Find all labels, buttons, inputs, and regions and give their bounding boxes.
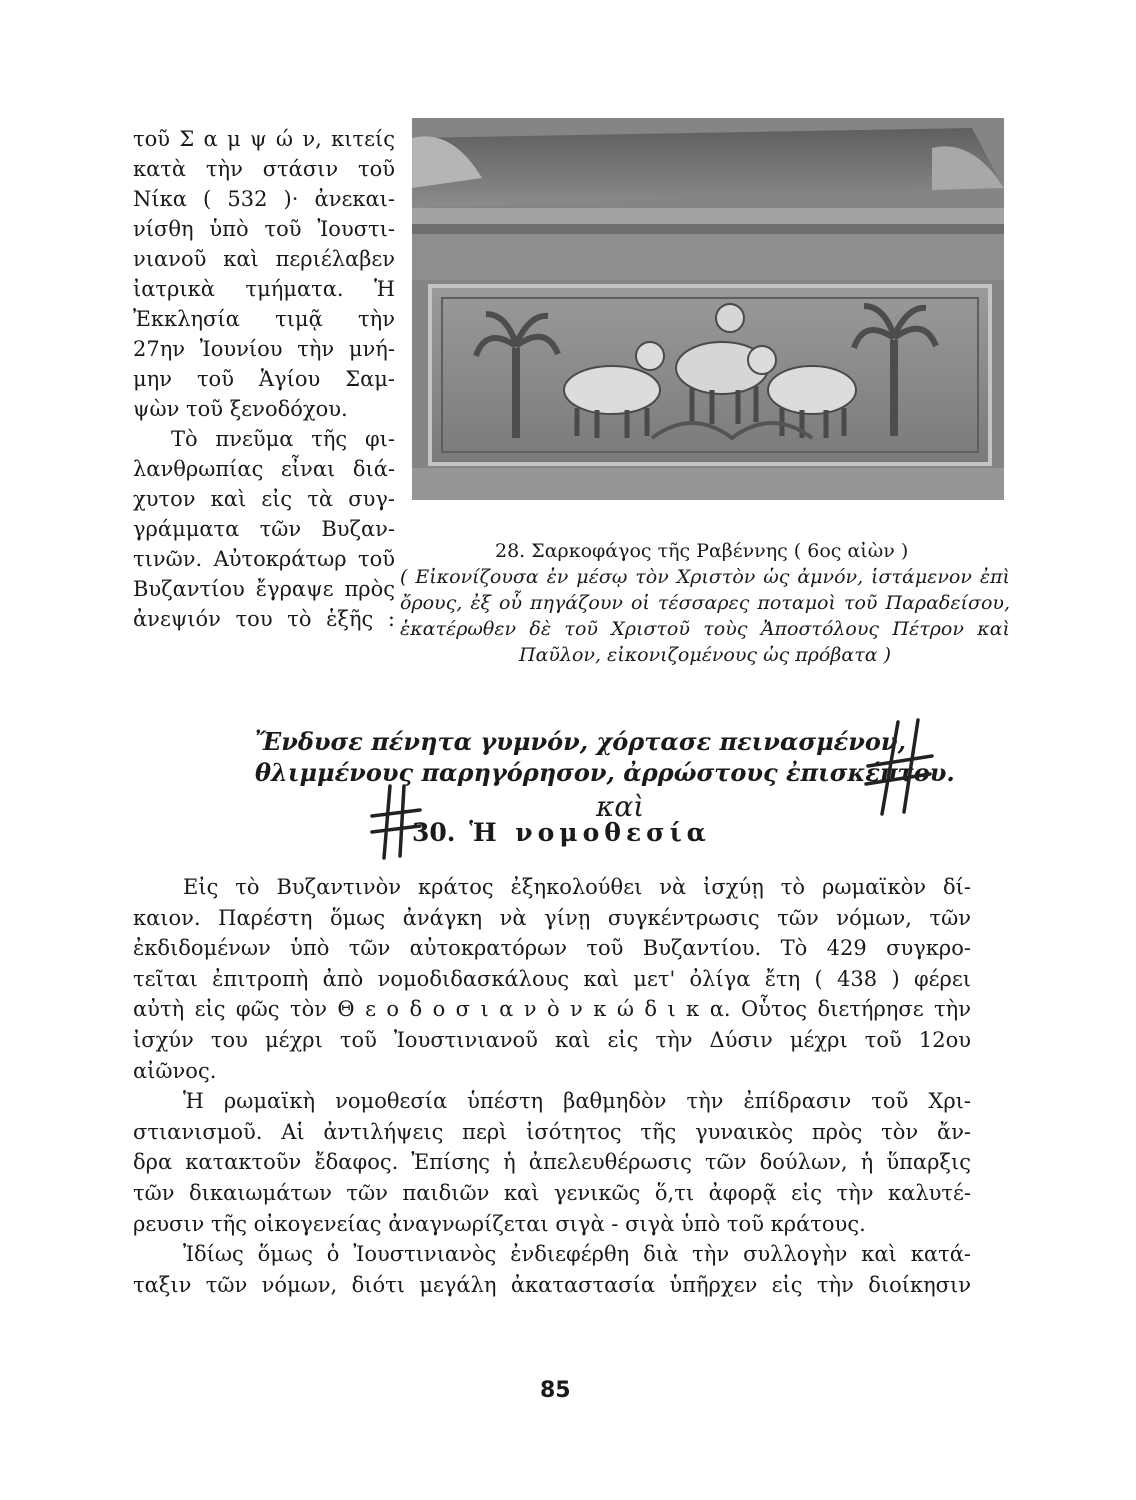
quote-line: θλιμμένους παρηγόρησον, ἀρρώστους ἐπισκέπτου. — [255, 758, 955, 787]
caption-title: 28. Σαρκοφάγος τῆς Ραβέννης ( 6ος αἰὼν ) — [495, 540, 909, 562]
text-line: τεῖται ἐπιτροπὴ ἀπὸ νομοδιδασκάλους καὶ μετ' ὀλίγα ἔτη ( 438 ) φέρει — [133, 966, 971, 991]
body-text — [133, 872, 971, 1300]
caption-line: ( Εἰκονίζουσα ἐν μέσῳ τὸν Χριστὸν ὡς ἀμνόν, ἱστάμενον ἐπὶ — [400, 566, 1010, 588]
caption-line: ἑκατέρωθεν δὲ τοῦ Χριστοῦ τοὺς Ἀποστόλους Πέτρον καὶ — [400, 618, 1010, 640]
quote-line: Ἔνδυσε πένητα γυμνόν, χόρτασε πεινασμένον, — [255, 727, 906, 756]
text-line: αὐτὴ εἰς φῶς τὸν Θ ε ο δ ο σ ι α ν ὸ ν κ ώ δ ι κ α. Οὗτος διετήρησε τὴν — [133, 997, 971, 1022]
text-line: ταξιν τῶν νόμων, διότι μεγάλη ἀκαταστασία ὑπῆρχεν εἰς τὴν διοίκησιν — [133, 1272, 971, 1297]
text-line: καιον. Παρέστη ὅμως ἀνάγκη νὰ γίνῃ συγκέντρωσις τῶν νόμων, τῶν — [133, 905, 971, 930]
handwritten-note: καὶ — [596, 790, 645, 823]
text-line: τινῶν. Αὐτοκράτωρ τοῦ — [133, 547, 395, 571]
text-line: Νίκα ( 532 )· ἀνεκαι- — [133, 187, 395, 211]
section-number: 30. — [412, 818, 456, 847]
text-line: ἀνεψιόν του τὸ ἑξῆς : — [133, 607, 395, 631]
text-line: γράμματα τῶν Βυζαν- — [133, 517, 395, 541]
section-heading — [412, 818, 711, 847]
caption-line: Παῦλον, εἰκονιζομένους ὡς πρόβατα ) — [519, 644, 891, 666]
text-line: Ἰδίως ὅμως ὁ Ἰουστινιανὸς ἐνδιεφέρθη διὰ τὴν συλλογὴν καὶ κατά- — [183, 1242, 971, 1267]
text-line: ἐκδιδομένων ὑπὸ τῶν αὐτοκρατόρων τοῦ Βυζαντίου. Τὸ 429 συγκρο- — [133, 936, 971, 961]
text-line: Ἐκκλησία τιμᾷ τὴν — [133, 307, 395, 331]
text-line: τοῦ Σ α μ ψ ώ ν, κιτείς — [133, 127, 395, 151]
text-line: 27ην Ἰουνίου τὴν μνή- — [133, 337, 395, 361]
text-line: Εἰς τὸ Βυζαντινὸν κράτος ἐξηκολούθει νὰ ἰσχύῃ τὸ ρωμαϊκὸν δί- — [183, 875, 971, 899]
text-line: ψὼν τοῦ ξενοδόχου. — [133, 397, 348, 421]
text-line: αἰῶνος. — [133, 1058, 217, 1083]
page-number: 85 — [540, 1378, 571, 1403]
text-line: ἰατρικὰ τμήματα. Ἡ — [133, 277, 395, 301]
text-line: στιανισμοῦ. Αἱ ἀντιλήψεις περὶ ἰσότητος τῆς γυναικὸς πρὸς τὸν ἄν- — [133, 1119, 971, 1144]
text-line: μην τοῦ Ἁγίου Σαμ- — [133, 367, 395, 391]
text-line: νιανοῦ καὶ περιέλαβεν — [133, 247, 395, 271]
left-column-text — [133, 124, 395, 634]
text-line: κατὰ τὴν στάσιν τοῦ — [133, 157, 395, 181]
sarcophagus-photo — [412, 118, 1004, 500]
caption-line: ὄρους, ἐξ οὗ πηγάζουν οἱ τέσσαρες ποταμοὶ τοῦ Παραδείσου, — [400, 592, 1010, 614]
text-line: νίσθη ὑπὸ τοῦ Ἰουστι- — [133, 217, 395, 241]
section-title: Ἡ νομοθεσία — [469, 818, 711, 847]
caption-description — [400, 564, 1010, 668]
text-line: τῶν δικαιωμάτων τῶν παιδιῶν καὶ γενικῶς ὅ,τι ἀφορᾷ εἰς τὴν καλυτέ- — [133, 1180, 971, 1205]
figure-caption — [400, 538, 1010, 668]
text-line: λανθρωπίας εἶναι διά- — [133, 457, 395, 481]
text-line: Βυζαντίου ἔγραψε πρὸς — [133, 577, 395, 601]
text-line: Ἡ ρωμαϊκὴ νομοθεσία ὑπέστη βαθμηδὸν τὴν ἐπίδρασιν τοῦ Χρι- — [183, 1089, 971, 1114]
handwritten-hash-mark-right — [860, 718, 940, 818]
text-line: δρα κατακτοῦν ἔδαφος. Ἐπίσης ἡ ἀπελευθέρωσις τῶν δούλων, ἡ ὕπαρξις — [133, 1150, 971, 1175]
text-line: χυτον καὶ εἰς τὰ συγ- — [133, 487, 395, 511]
text-line: ρευσιν τῆς οἰκογενείας ἀναγνωρίζεται σιγὰ - σιγὰ ὑπὸ τοῦ κράτους. — [133, 1211, 866, 1236]
text-line: ἰσχύν του μέχρι τοῦ Ἰουστινιανοῦ καὶ εἰς τὴν Δύσιν μέχρι τοῦ 12ου — [133, 1027, 971, 1052]
emperor-quote — [255, 726, 955, 788]
text-line: Τὸ πνεῦμα τῆς φι- — [171, 427, 395, 451]
